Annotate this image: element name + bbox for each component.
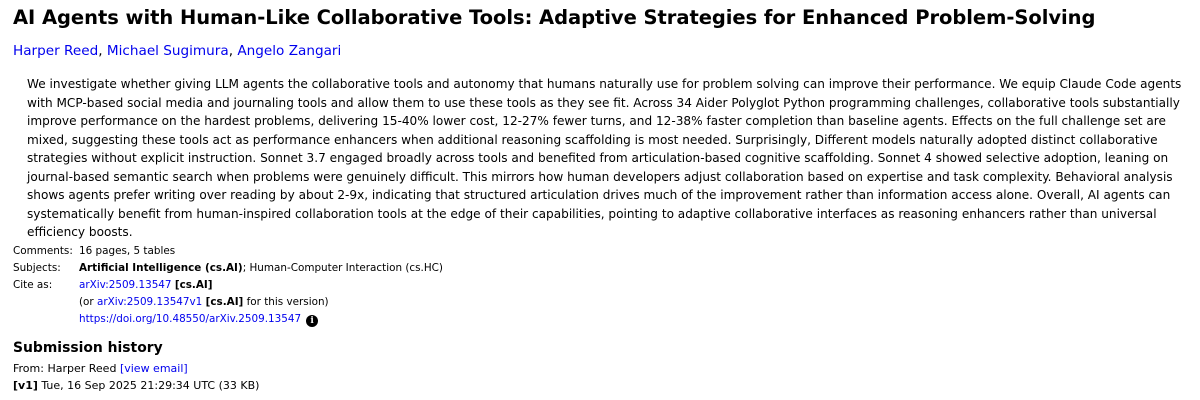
- author-separator: ,: [98, 43, 107, 59]
- version-suffix: for this version): [243, 296, 329, 308]
- primary-subject: Artificial Intelligence (cs.AI): [79, 262, 243, 274]
- cite-value: [79, 277, 213, 294]
- arxiv-id-link[interactable]: arXiv:2509.13547: [79, 279, 172, 291]
- submitter-line: [13, 360, 259, 377]
- view-email-link[interactable]: [view email]: [119, 362, 188, 375]
- version-prefix: (or: [79, 296, 97, 308]
- info-icon[interactable]: i: [306, 315, 318, 327]
- author-separator: ,: [228, 43, 238, 59]
- doi-link[interactable]: https://doi.org/10.48550/arXiv.2509.13547: [79, 313, 302, 325]
- secondary-subjects: ; Human-Computer Interaction (cs.HC): [242, 262, 443, 274]
- doi-value: [79, 311, 318, 328]
- comments-row: [13, 243, 443, 260]
- subjects-row: [13, 260, 443, 277]
- comments-label: Comments:: [13, 245, 73, 257]
- version-history-line: [13, 377, 259, 394]
- submitter-text: From: Harper Reed: [13, 362, 120, 375]
- version-value: [79, 294, 329, 311]
- subjects-value: [79, 260, 443, 277]
- author-link[interactable]: Harper Reed: [13, 43, 99, 59]
- metadata-table: [13, 243, 443, 328]
- cite-label: Cite as:: [13, 279, 53, 291]
- doi-row: [13, 311, 443, 328]
- version-tag: [v1]: [13, 379, 38, 392]
- abstract-text: We investigate whether giving LLM agents the collaborative tools and autonomy that humans naturally use for problem solving can improve their performance. We equip Claude Code agents with MCP-based social media and journaling tools and allow them to use these tools as they see fit. Across 34 Aider Polyglot Python programming challenges, collaborative tools substantially improve performance on the hardest problems, delivering 15-40% lower cost, 12-27% fewer turns, and 12-38% faster completion than baseline agents. Effects on the full challenge set are mixed, suggesting these tools act as performance enhancers when additional reasoning scaffolding is most needed. Surprisingly, Different models naturally adopted distinct collaborative strategies without explicit instruction. Sonnet 3.7 engaged broadly across tools and benefited from articulation-based cognitive scaffolding. Sonnet 4 showed selective adoption, leaning on journal-based semantic search when problems were genuinely difficult. This mirrors how human developers adjust collaboration based on expertise and task complexity. Behavioral analysis shows agents prefer writing over reading by about 2-9x, indicating that structured articulation drives much of the improvement rather than information access alone. Overall, AI agents can systematically benefit from human-inspired collaboration tools at the edge of their capabilities, pointing to adaptive collaborative interfaces as reasoning enhancers rather than universal efficiency boosts.: [27, 77, 1182, 239]
- subjects-label: Subjects:: [13, 262, 61, 274]
- author-link[interactable]: Michael Sugimura: [106, 43, 229, 59]
- author-link[interactable]: Angelo Zangari: [237, 43, 342, 59]
- cite-category: [cs.AI]: [174, 279, 213, 291]
- comments-value: 16 pages, 5 tables: [79, 245, 176, 257]
- version-category: [cs.AI]: [205, 296, 244, 308]
- submission-history: [13, 360, 259, 394]
- arxiv-version-link[interactable]: arXiv:2509.13547v1: [97, 296, 203, 308]
- submission-history-heading: Submission history: [13, 340, 163, 356]
- version-date: Tue, 16 Sep 2025 21:29:34 UTC (33 KB): [37, 379, 260, 392]
- paper-title: AI Agents with Human-Like Collaborative Tools: Adaptive Strategies for Enhanced Problem-Solving: [13, 6, 1096, 29]
- version-row: [13, 294, 443, 311]
- cite-row: [13, 277, 443, 294]
- author-list: [13, 42, 341, 60]
